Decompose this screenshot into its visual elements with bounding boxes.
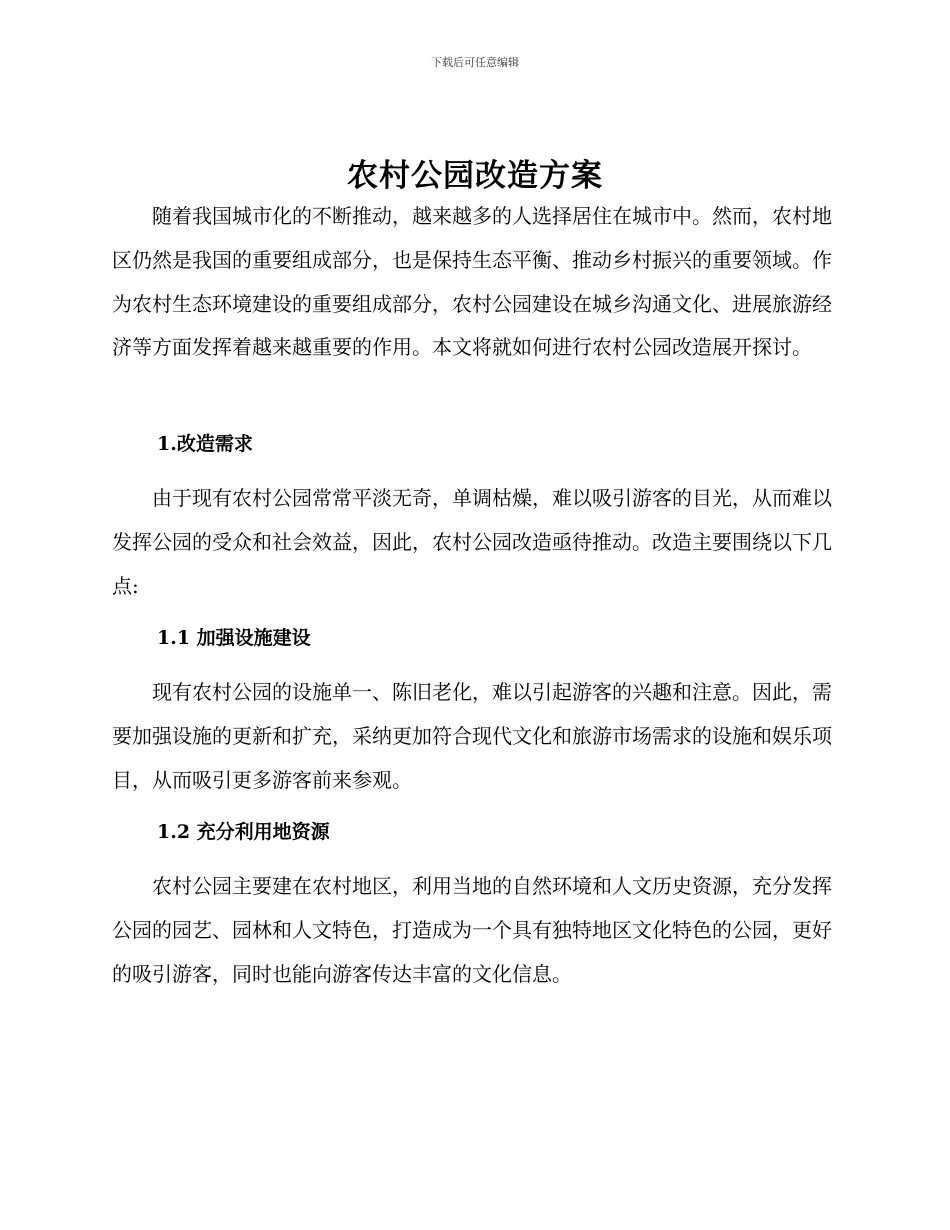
section-heading-1-2: 1.2 充分利用地资源 (157, 821, 330, 843)
section-1-2-paragraph: 农村公园主要建在农村地区，利用当地的自然环境和人文历史资源，充分发挥公园的园艺、园林和人文特色，打造成为一个具有独特地区文化特色的公园，更好的吸引游客，同时也能向游客传达丰富的文化信息。 (112, 874, 832, 986)
section-heading-1-1: 1.1 加强设施建设 (157, 627, 311, 649)
page-header: 下载后可任意编辑 (431, 56, 519, 69)
section-1-paragraph: 由于现有农村公园常常平淡无奇，单调枯燥，难以吸引游客的目光，从而难以发挥公园的受众和社会效益，因此，农村公园改造亟待推动。改造主要围绕以下几点: (112, 486, 832, 598)
section-heading-1: 1.改造需求 (157, 433, 253, 455)
document-title: 农村公园改造方案 (347, 158, 603, 194)
section-1-1-paragraph: 现有农村公园的设施单一、陈旧老化，难以引起游客的兴趣和注意。因此，需要加强设施的更新和扩充，采纳更加符合现代文化和旅游市场需求的设施和娱乐项目，从而吸引更多游客前来参观。 (112, 680, 832, 792)
intro-paragraph: 随着我国城市化的不断推动，越来越多的人选择居住在城市中。然而，农村地区仍然是我国的重要组成部分，也是保持生态平衡、推动乡村振兴的重要领域。作为农村生态环境建设的重要组成部分，农村公园建设在城乡沟通文化、进展旅游经济等方面发挥着越来越重要的作用。本文将就如何进行农村公园改造展开探讨。 (112, 204, 832, 360)
